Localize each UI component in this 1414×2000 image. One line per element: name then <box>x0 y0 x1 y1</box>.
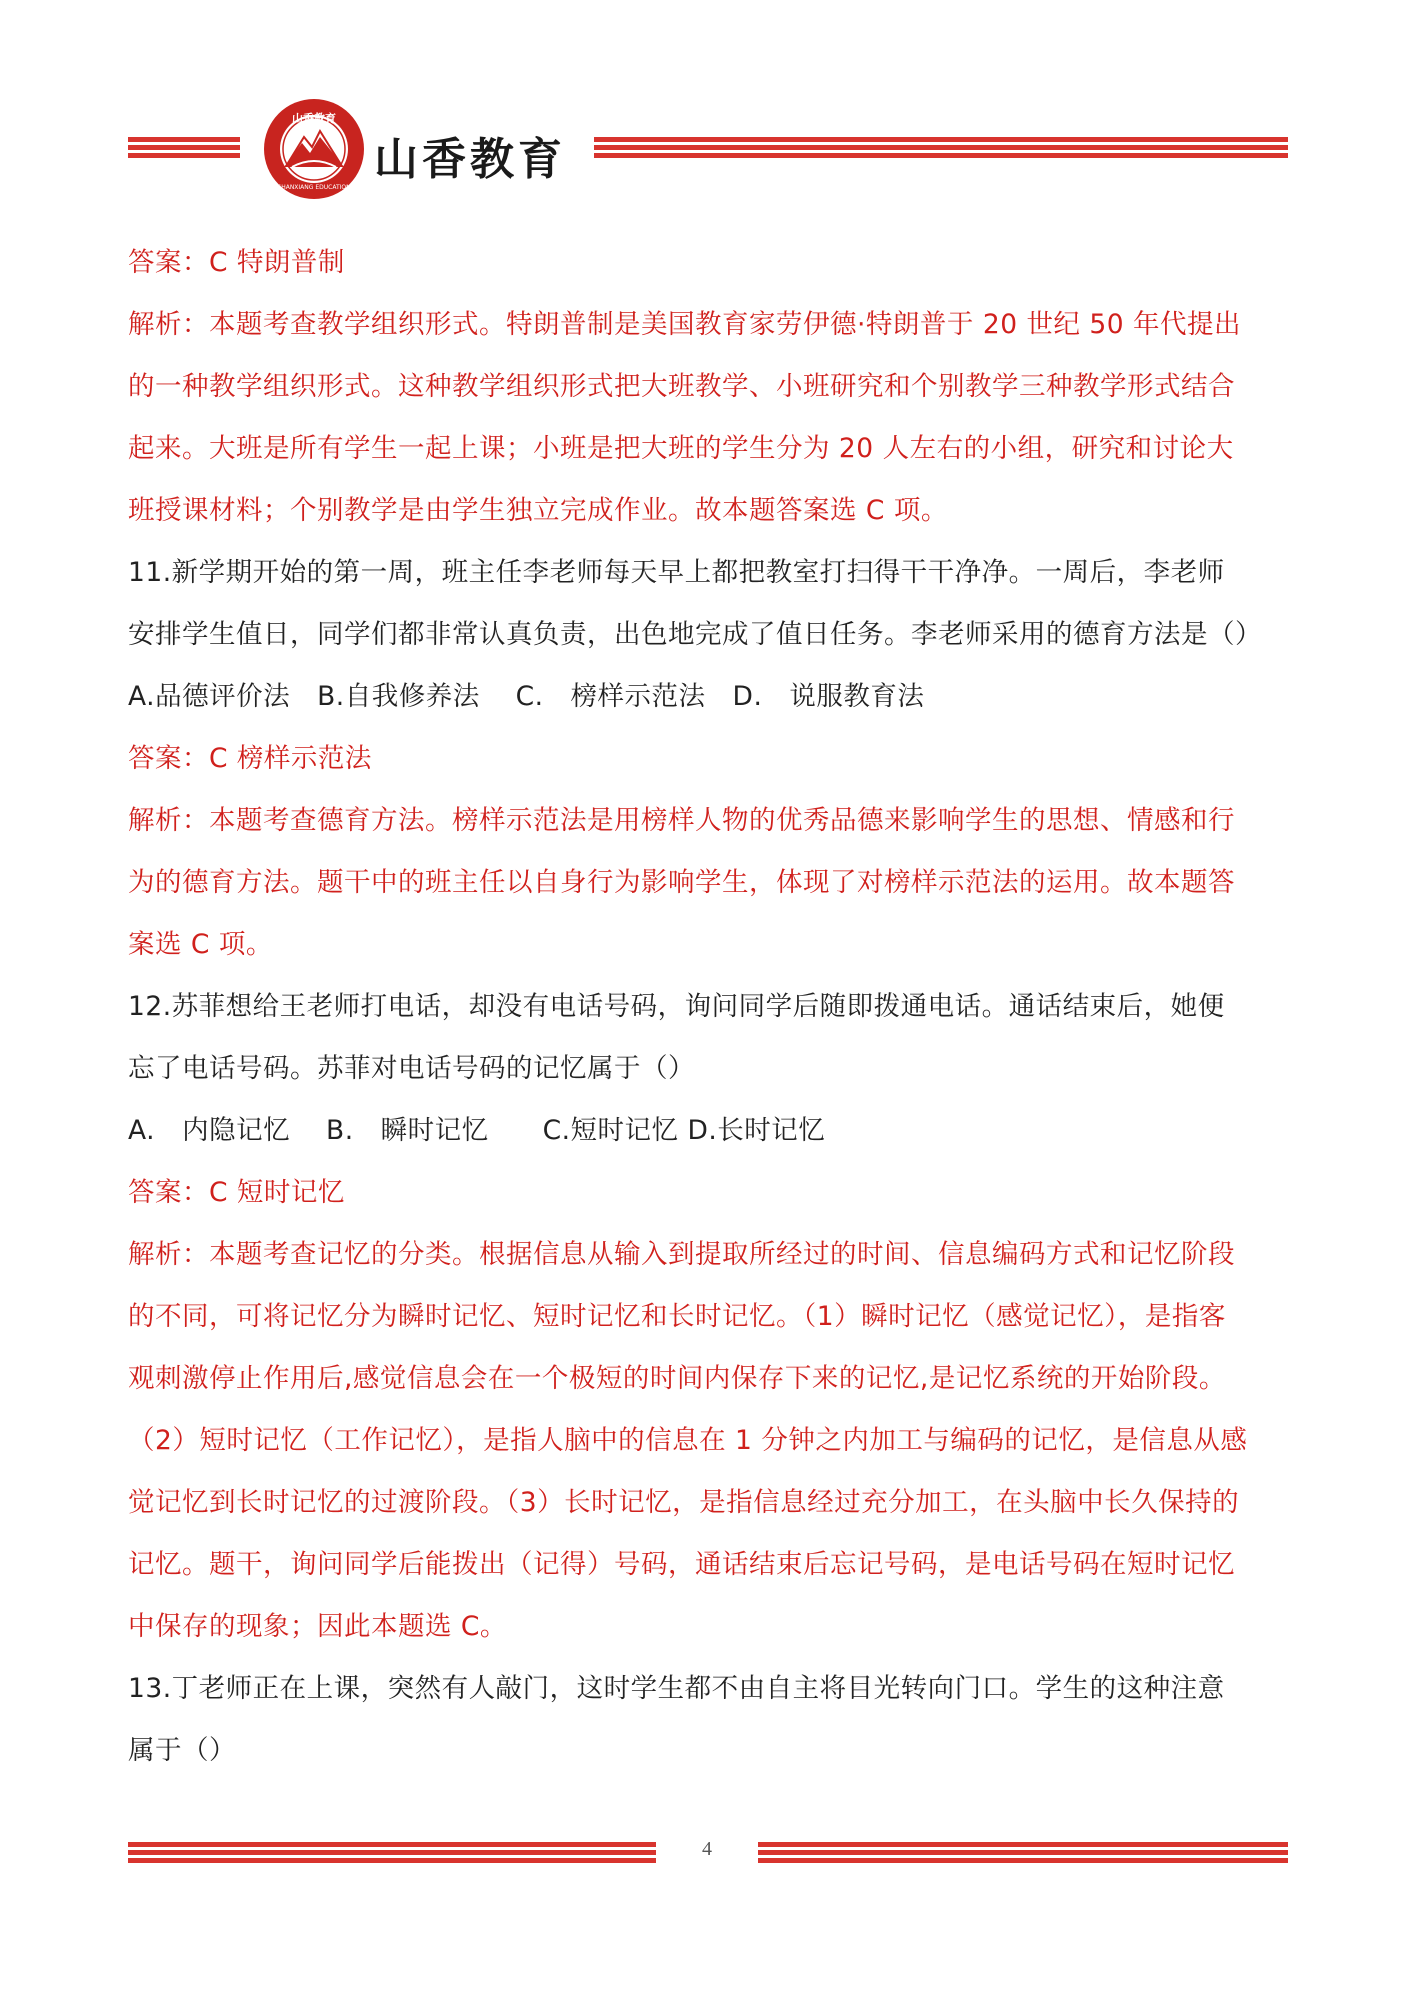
text-line: 的不同，可将记忆分为瞬时记忆、短时记忆和长时记忆。（1）瞬时记忆（感觉记忆），是指客 <box>128 1301 1226 1332</box>
text-line: 中保存的现象；因此本题选 C。 <box>128 1611 507 1642</box>
text-line: 答案：C 特朗普制 <box>128 247 345 278</box>
svg-text:山香教育: 山香教育 <box>292 112 336 125</box>
text-line: 案选 C 项。 <box>128 929 273 960</box>
svg-text:SHANXIANG EDUCATION: SHANXIANG EDUCATION <box>277 184 351 191</box>
text-line: 属于（） <box>128 1735 236 1766</box>
text-line: 起来。大班是所有学生一起上课；小班是把大班的学生分为 20 人左右的小组，研究和讨论大 <box>128 433 1234 464</box>
text-line: 解析：本题考查教学组织形式。特朗普制是美国教育家劳伊德·特朗普于 20 世纪 50 年代提出 <box>128 309 1242 340</box>
header-rule-right <box>594 137 1288 159</box>
page-header <box>0 95 1414 215</box>
shanxiang-logo-icon <box>262 97 366 201</box>
text-line: 12.苏菲想给王老师打电话，却没有电话号码，询问同学后随即拨通电话。通话结束后，她便 <box>128 991 1225 1022</box>
text-line: A.品德评价法 B.自我修养法 C. 榜样示范法 D. 说服教育法 <box>128 681 925 712</box>
footer-rule-left <box>128 1842 656 1864</box>
brand-title: 山香教育 <box>374 134 566 185</box>
text-line: 解析：本题考查记忆的分类。根据信息从输入到提取所经过的时间、信息编码方式和记忆阶段 <box>128 1239 1235 1270</box>
text-line: 为的德育方法。题干中的班主任以自身行为影响学生，体现了对榜样示范法的运用。故本题答 <box>128 867 1235 898</box>
text-line: 觉记忆到长时记忆的过渡阶段。（3）长时记忆，是指信息经过充分加工，在头脑中长久保持的 <box>128 1487 1240 1518</box>
footer-rule-right <box>758 1842 1288 1864</box>
page-number: 4 <box>702 1838 712 1860</box>
text-line: 忘了电话号码。苏菲对电话号码的记忆属于（） <box>128 1053 695 1084</box>
text-line: 13.丁老师正在上课，突然有人敲门，这时学生都不由自主将目光转向门口。学生的这种注意 <box>128 1673 1225 1704</box>
text-line: （2）短时记忆（工作记忆），是指人脑中的信息在 1 分钟之内加工与编码的记忆，是信息从感 <box>128 1425 1248 1456</box>
header-rule-left <box>128 137 240 159</box>
text-line: 答案：C 榜样示范法 <box>128 743 372 774</box>
text-line: A. 内隐记忆 B. 瞬时记忆 C.短时记忆 D.长时记忆 <box>128 1115 826 1146</box>
text-line: 观刺激停止作用后,感觉信息会在一个极短的时间内保存下来的记忆,是记忆系统的开始阶段。 <box>128 1363 1226 1394</box>
document-body <box>128 232 1288 1782</box>
text-line: 解析：本题考查德育方法。榜样示范法是用榜样人物的优秀品德来影响学生的思想、情感和行 <box>128 805 1235 836</box>
text-line: 记忆。题干，询问同学后能拨出（记得）号码，通话结束后忘记号码，是电话号码在短时记忆 <box>128 1549 1235 1580</box>
page-footer <box>0 1838 1414 1878</box>
text-line: 的一种教学组织形式。这种教学组织形式把大班教学、小班研究和个别教学三种教学形式结合 <box>128 371 1235 402</box>
text-line: 安排学生值日，同学们都非常认真负责，出色地完成了值日任务。李老师采用的德育方法是（） <box>128 619 1262 650</box>
text-line: 答案：C 短时记忆 <box>128 1177 345 1208</box>
text-line: 班授课材料；个别教学是由学生独立完成作业。故本题答案选 C 项。 <box>128 495 948 526</box>
text-line: 11.新学期开始的第一周，班主任李老师每天早上都把教室打扫得干干净净。一周后，李老师 <box>128 557 1225 588</box>
